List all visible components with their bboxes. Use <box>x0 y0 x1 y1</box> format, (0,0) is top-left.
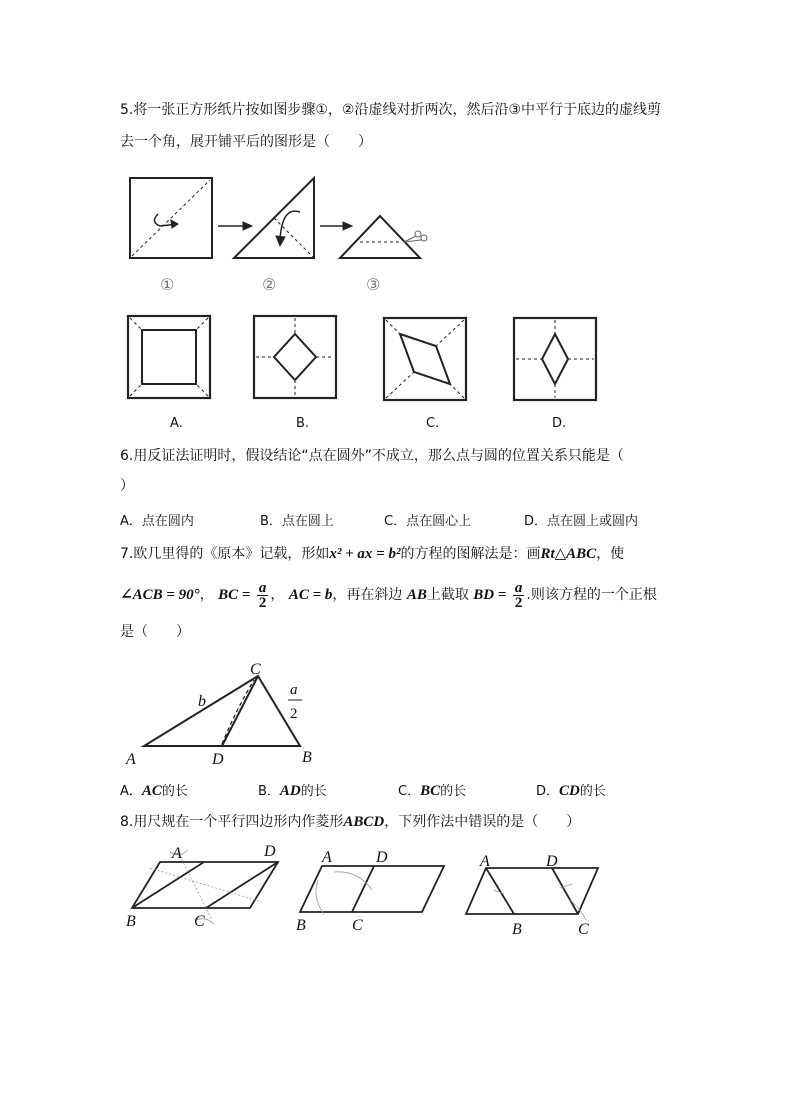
q7-label-d: D <box>212 751 224 768</box>
q5-text-line2: 去一个角，展开铺平后的图形是（ ） <box>120 134 372 150</box>
q8-l-b: ，下列作法中错误的是（ ） <box>384 814 581 830</box>
q7-option-a[interactable] <box>120 780 188 800</box>
q5-option-b[interactable]: B. <box>296 416 310 431</box>
q8-fig2-label-b: B <box>296 917 306 934</box>
q5-option-a-figure <box>128 316 210 398</box>
step3-label: ③ <box>366 275 381 294</box>
q7-opt-c-math: BC <box>420 783 441 799</box>
q7-opt-d-suffix: 的长 <box>579 784 606 799</box>
q7-triangle-figure <box>144 676 300 746</box>
q7-mid2: 上截取 <box>426 587 469 603</box>
q7-ac: AC = b <box>288 587 333 603</box>
q7-opt-b-suffix: 的长 <box>300 784 327 799</box>
q6-option-b[interactable]: B．点在圆上 <box>260 514 334 529</box>
q6-text-line1: 6.用反证法证明时，假设结论“点在圆外”不成立，那么点与圆的位置关系只能是（ <box>120 448 624 464</box>
q5-option-d-figure <box>514 318 596 400</box>
q8-fig3-label-d: D <box>546 853 558 870</box>
q8-l-a: 8.用尺规在一个平行四边形内作菱形 <box>120 814 344 830</box>
q8-fig1-label-d: D <box>264 843 276 860</box>
q7-text-line3: 是（ ） <box>120 624 190 640</box>
q8-figure-3 <box>466 868 598 920</box>
q7-fraction-bd <box>513 581 525 610</box>
q7-label-side-b: b <box>198 693 206 710</box>
q8-fig1-label-c: C <box>194 913 205 930</box>
q6-text-line2: ） <box>120 478 134 494</box>
q7-label-b: B <box>302 749 312 766</box>
arrow-2 <box>320 222 352 230</box>
q7-text-line1 <box>120 544 624 564</box>
q7-bc: BC = <box>218 587 251 603</box>
q7-option-c[interactable] <box>398 780 466 800</box>
q7-opt-d-math: CD <box>559 783 580 799</box>
q8-fig3-label-a: A <box>480 853 490 870</box>
q7-label-c: C <box>250 661 261 678</box>
q7-equation: x² + ax = b² <box>329 546 401 562</box>
q7-opt-a-suffix: 的长 <box>161 784 188 799</box>
q8-figure-2 <box>300 866 444 914</box>
q7-angle: ∠ACB = 90° <box>120 587 200 603</box>
q7-opt-a-prefix: A． <box>120 784 142 799</box>
q5-text-line1: 5.将一张正方形纸片按如图步骤①，②沿虚线对折两次，然后沿③中平行于底边的虚线剪 <box>120 102 662 118</box>
step2-label: ② <box>262 275 277 294</box>
arrow-1 <box>218 222 252 230</box>
q7-text-line2 <box>120 578 657 612</box>
q7-opt-c-prefix: C． <box>398 784 421 799</box>
q7-ab: AB <box>406 587 427 603</box>
scissors-icon <box>404 231 427 242</box>
q5-option-a[interactable]: A. <box>170 416 183 431</box>
q7-label-a: A <box>126 751 136 768</box>
q7-opt-c-suffix: 的长 <box>440 784 467 799</box>
q7-mid: ，再在斜边 <box>332 587 403 603</box>
q8-fig1-label-a: A <box>172 845 182 862</box>
step1-label: ① <box>160 275 175 294</box>
q7-opt-b-math: AD <box>279 783 301 799</box>
q7-label-side-a: a <box>290 682 298 698</box>
q7-triangle-name: Rt△ABC <box>540 546 597 562</box>
q7-sep1: ， <box>199 587 214 603</box>
q7-opt-d-prefix: D． <box>536 784 560 799</box>
q5-option-b-figure <box>254 316 336 398</box>
q7-frac-den-2: 2 <box>514 594 523 611</box>
q7-frac-num-1: a <box>258 579 267 596</box>
q8-fig3-label-b: B <box>512 921 522 938</box>
q7-frac-den-1: 2 <box>258 594 267 611</box>
q7-label-two: 2 <box>290 706 298 722</box>
q8-fig3-label-c: C <box>578 921 589 938</box>
q7-l1-b: 的方程的图解法是：画 <box>400 546 541 562</box>
q8-fig2-label-c: C <box>352 917 363 934</box>
q5-option-c[interactable]: C. <box>426 416 440 431</box>
q7-l1-c: ，使 <box>596 546 625 562</box>
q6-option-c[interactable]: C．点在圆心上 <box>384 514 472 529</box>
q5-option-c-figure <box>384 318 466 400</box>
q7-end: .则该方程的一个正根 <box>526 587 657 603</box>
q7-l1-a: 7.欧几里得的《原本》记载，形如 <box>120 546 330 562</box>
q7-opt-a-math: AC <box>141 783 162 799</box>
q8-fig2-label-d: D <box>376 849 388 866</box>
q5-option-d[interactable]: D. <box>552 416 567 431</box>
step3-triangle <box>340 216 420 258</box>
q8-fig2-label-a: A <box>322 849 332 866</box>
q7-option-d[interactable] <box>536 780 606 800</box>
step1-square <box>130 178 212 258</box>
q7-bd: BD = <box>473 587 507 603</box>
q7-opt-b-prefix: B． <box>258 784 280 799</box>
q6-option-a[interactable]: A．点在圆内 <box>120 514 194 529</box>
q8-text-line1 <box>120 812 580 832</box>
q8-fig1-label-b: B <box>126 913 136 930</box>
q7-frac-num-2: a <box>514 579 523 596</box>
step2-triangle <box>234 178 314 258</box>
q6-option-d[interactable]: D．点在圆上或圆内 <box>524 514 639 529</box>
q7-fraction-bc <box>257 581 269 610</box>
q7-sep2: ， <box>270 587 285 603</box>
q8-rhombus-name: ABCD <box>343 814 385 830</box>
q7-option-b[interactable] <box>258 780 327 800</box>
q8-figure-1 <box>132 850 278 924</box>
